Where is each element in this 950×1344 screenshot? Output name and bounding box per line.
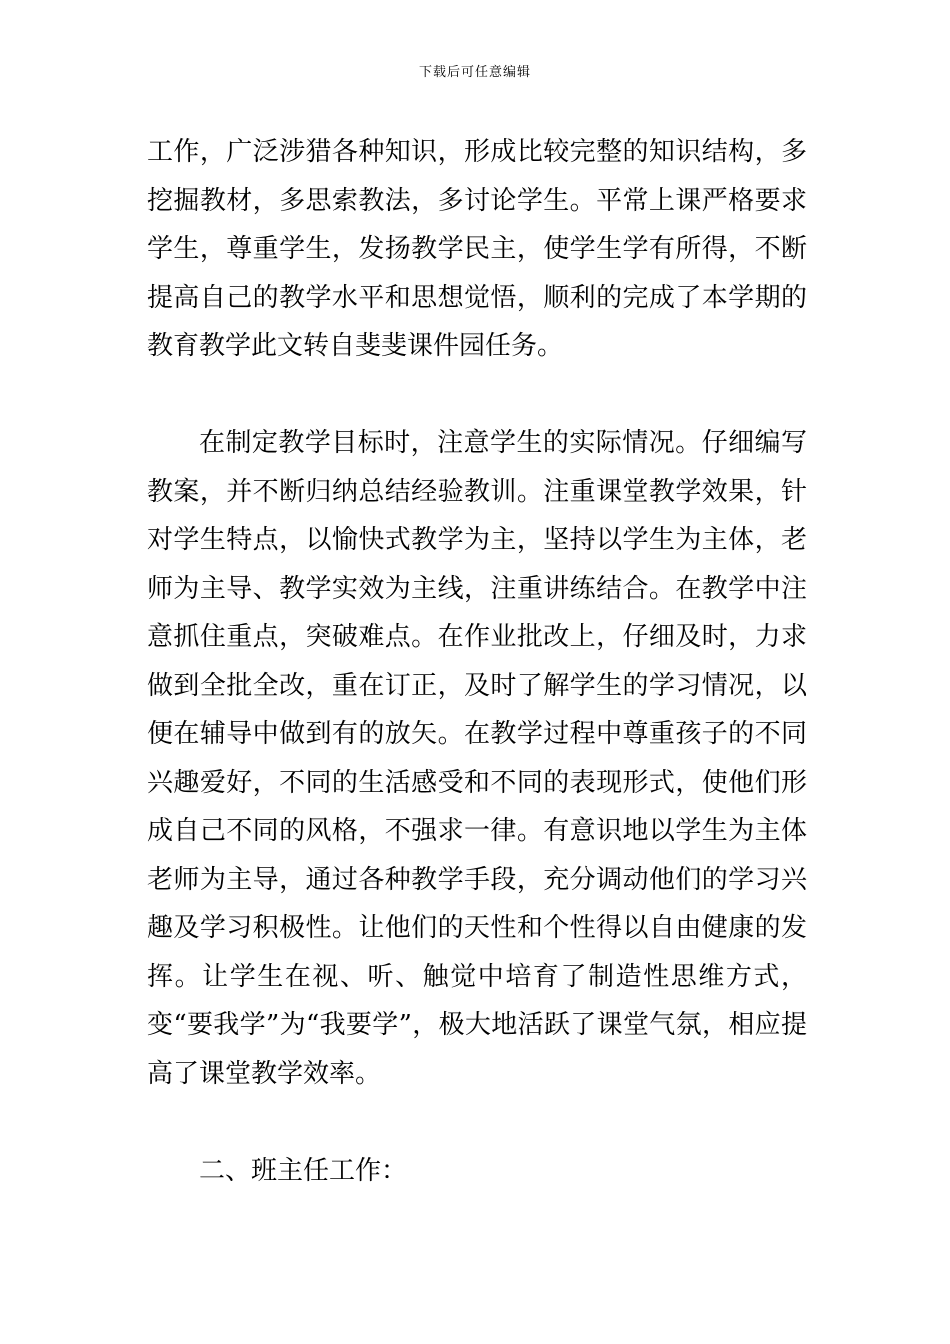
page-header: 下载后可任意编辑 — [418, 65, 531, 80]
paragraph-continuation: 工作，广泛涉猎各种知识，形成比较完整的知识结构，多挖掘教材，多思索教法，多讨论学生。平常上课严格要求学生，尊重学生，发扬教学民主，使学生学有所得，不断提高自己的教学水平和思想觉悟，顺利的完成了本学期的教育教学此文转自斐斐课件园任务。 — [147, 137, 807, 361]
section-heading-class-teacher-work: 二、班主任工作： — [199, 1155, 408, 1186]
document-body — [147, 128, 807, 1195]
paragraph-teaching-goals: 在制定教学目标时，注意学生的实际情况。仔细编写教案，并不断归纳总结经验教训。注重课堂教学效果，针对学生特点，以愉快式教学为主，坚持以学生为主体，老师为主导、教学实效为主线，注重讲练结合。在教学中注意抓住重点，突破难点。在作业批改上，仔细及时，力求做到全批全改，重在订正，及时了解学生的学习情况，以便在辅导中做到有的放矢。在教学过程中尊重孩子的不同兴趣爱好，不同的生活感受和不同的表现形式，使他们形成自己不同的风格，不强求一律。有意识地以学生为主体老师为主导，通过各种教学手段，充分调动他们的学习兴趣及学习积极性。让他们的天性和个性得以自由健康的发挥。让学生在视、听、触觉中培育了制造性思维方式，变“要我学”为“我要学”，极大地活跃了课堂气氛，相应提高了课堂教学效率。 — [147, 428, 807, 1089]
